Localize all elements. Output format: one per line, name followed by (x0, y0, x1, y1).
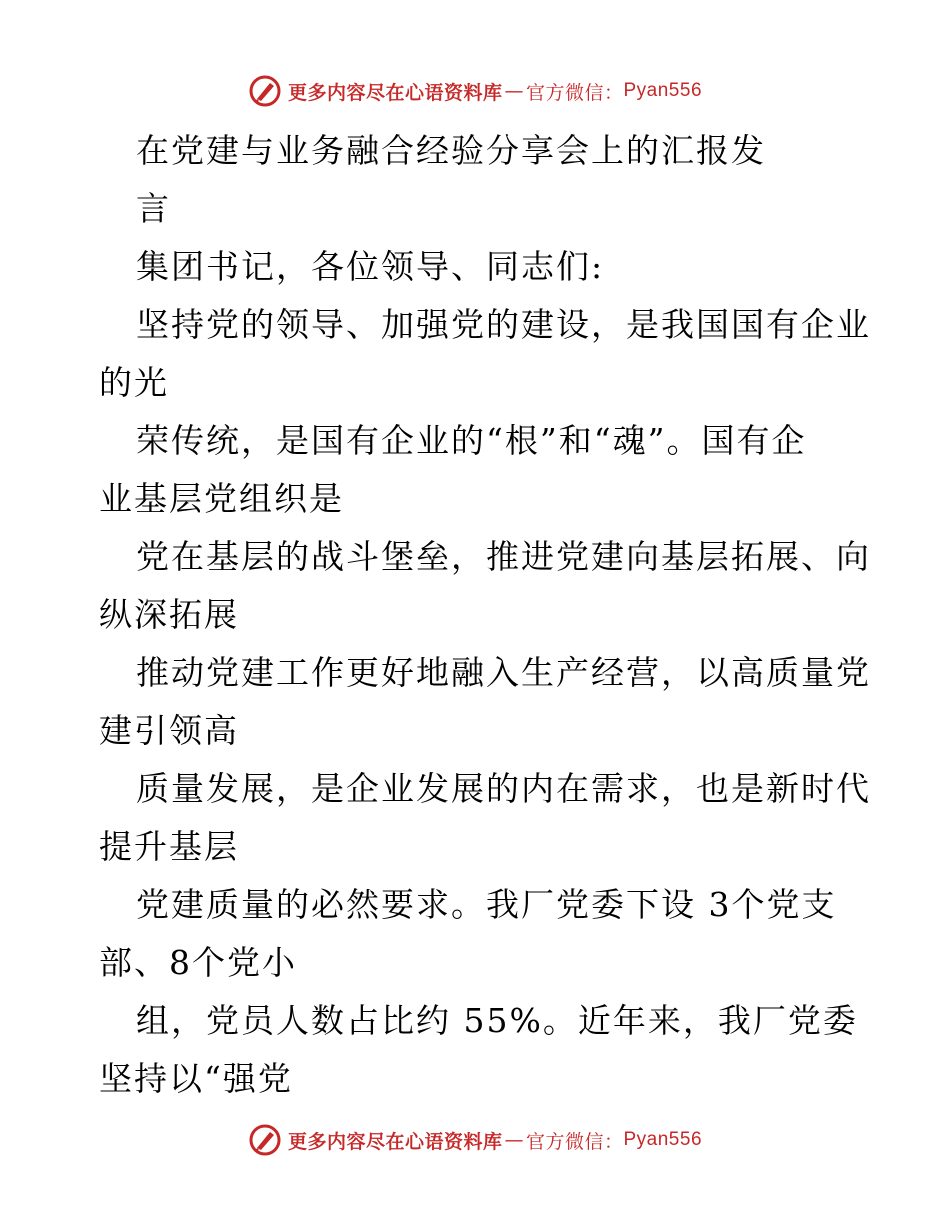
text-line: 党在基层的战斗堡垒，推进党建向基层拓展、向 (136, 537, 871, 576)
text-line: 提升基层 (99, 827, 239, 866)
text-line: 荣传统，是国有企业的“根”和“魂”。国有企 (136, 421, 807, 460)
text-line: 集团书记，各位领导、同志们: (136, 247, 605, 286)
pen-seal-icon (248, 74, 282, 108)
text-line: 组，党员人数占比约 55%。近年来，我厂党委 (136, 1001, 858, 1040)
text-line: 党建质量的必然要求。我厂党委下设 3个党支 (136, 885, 837, 924)
text-line: 坚持以“强党 (99, 1059, 293, 1098)
banner-wechat-id: Pyan556 (623, 80, 703, 101)
header-banner (0, 71, 950, 111)
text-line: 部、8个党小 (99, 943, 297, 982)
banner-wechat-id: Pyan556 (623, 1129, 703, 1150)
text-line: 质量发展，是企业发展的内在需求，也是新时代 (136, 769, 871, 808)
pen-seal-icon (248, 1123, 282, 1157)
banner-dash: — (504, 1129, 524, 1151)
banner-main-text: 更多内容尽在心语资料库 (287, 1130, 503, 1153)
text-line: 业基层党组织是 (99, 479, 344, 518)
footer-banner (0, 1120, 950, 1160)
text-line: 建引领高 (99, 711, 239, 750)
banner-wechat-label: 官方微信： (525, 81, 624, 104)
banner-wechat-label: 官方微信： (525, 1130, 624, 1153)
text-line: 纵深拓展 (99, 595, 239, 634)
document-body (99, 122, 871, 1108)
text-line: 在党建与业务融合经验分享会上的汇报发 (136, 131, 766, 170)
banner-dash: — (504, 80, 524, 102)
text-line: 坚持党的领导、加强党的建设，是我国国有企业 (136, 305, 871, 344)
text-line: 的光 (99, 363, 169, 402)
text-line: 推动党建工作更好地融入生产经营，以高质量党 (136, 653, 871, 692)
banner-main-text: 更多内容尽在心语资料库 (287, 81, 503, 104)
text-line: 言 (136, 189, 171, 228)
